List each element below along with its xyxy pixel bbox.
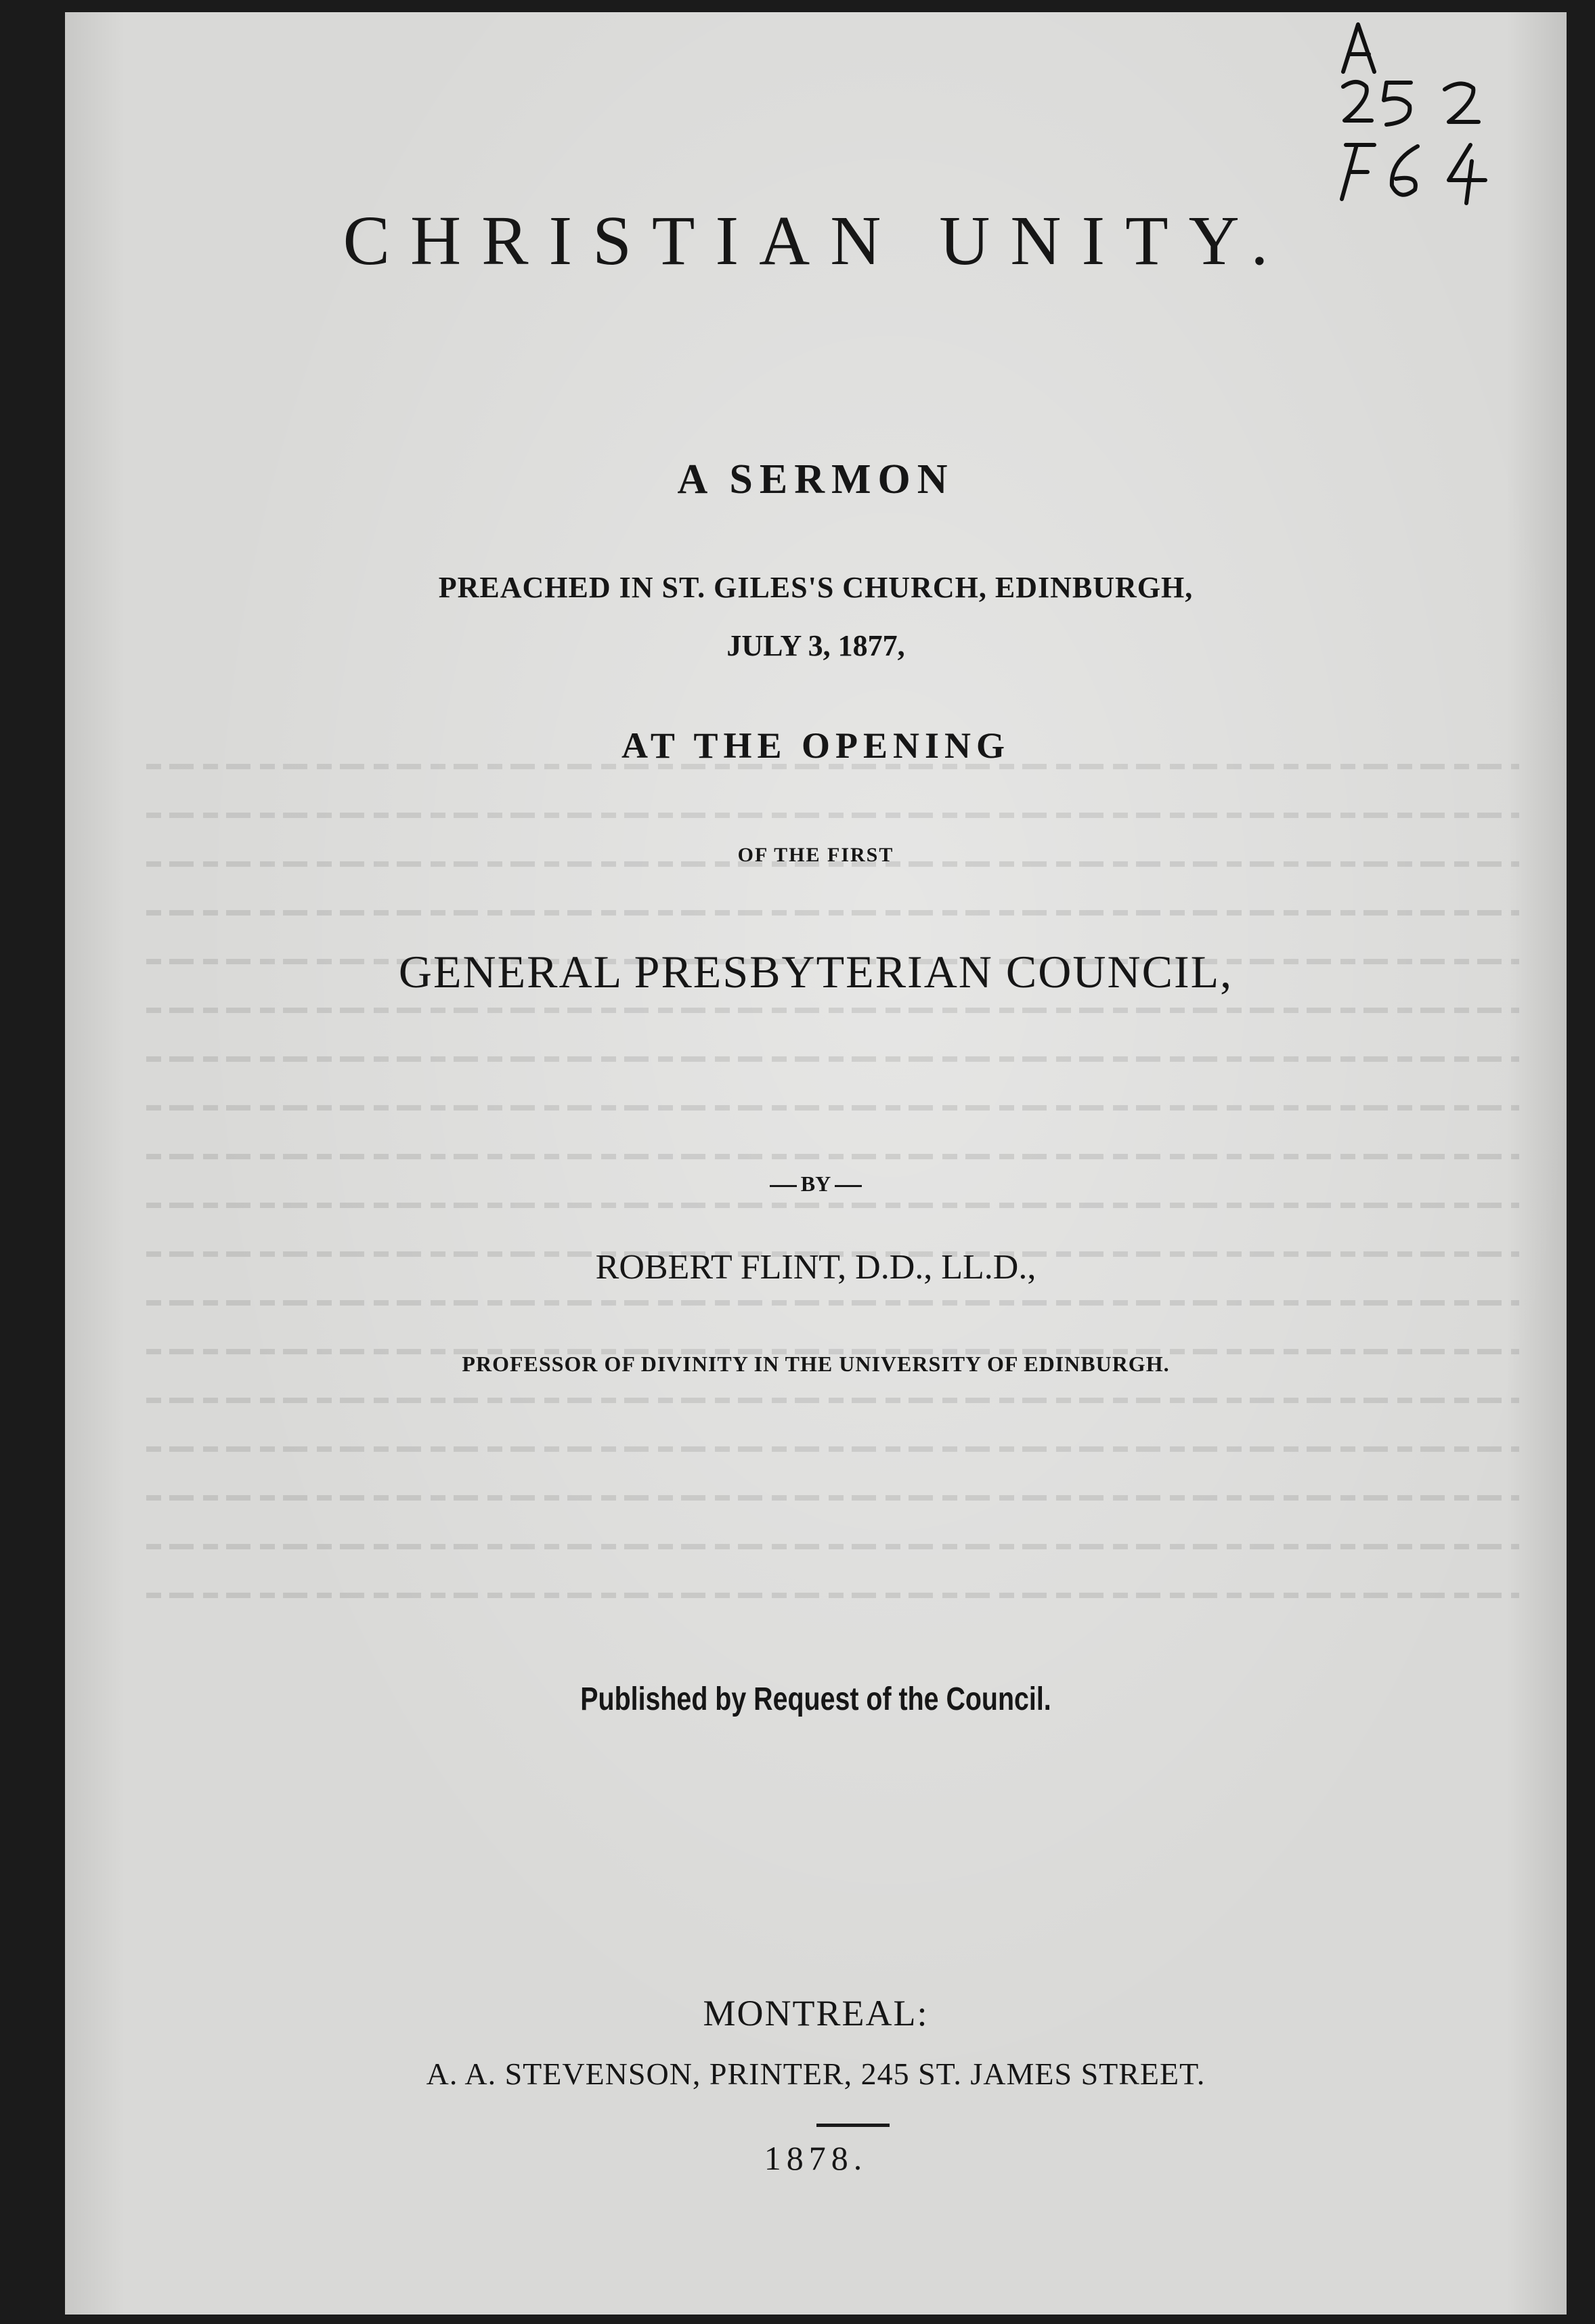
imprint-year: 1878.	[764, 2139, 868, 2177]
opening-line: AT THE OPENING	[621, 725, 1011, 766]
by-label: BY	[800, 1171, 831, 1196]
imprint-printer: A. A. STEVENSON, PRINTER, 245 ST. JAMES STREET.	[426, 2057, 1206, 2091]
document-page	[65, 12, 1567, 2315]
show-through-text	[146, 764, 1519, 1712]
author-title: PROFESSOR OF DIVINITY IN THE UNIVERSITY OF EDINBURGH.	[462, 1352, 1170, 1376]
imprint-place: MONTREAL:	[703, 1993, 929, 2034]
preached-location: PREACHED IN ST. GILES'S CHURCH, EDINBURGH,	[438, 571, 1194, 604]
sermon-date: JULY 3, 1877,	[726, 629, 905, 662]
sermon-heading: A SERMON	[677, 456, 955, 502]
publication-note: Published by Request of the Council.	[580, 1681, 1051, 1717]
handwritten-callmark	[1316, 19, 1519, 209]
document-title: CHRISTIAN UNITY.	[343, 202, 1289, 280]
of-the-first-line: OF THE FIRST	[737, 844, 894, 866]
council-name: GENERAL PRESBYTERIAN COUNCIL,	[398, 946, 1233, 997]
by-left-dash	[770, 1185, 797, 1187]
author-name: ROBERT FLINT, D.D., LL.D.,	[595, 1248, 1036, 1287]
imprint-rule	[816, 2124, 890, 2127]
by-right-dash	[835, 1185, 862, 1187]
by-line	[65, 1171, 1567, 1197]
